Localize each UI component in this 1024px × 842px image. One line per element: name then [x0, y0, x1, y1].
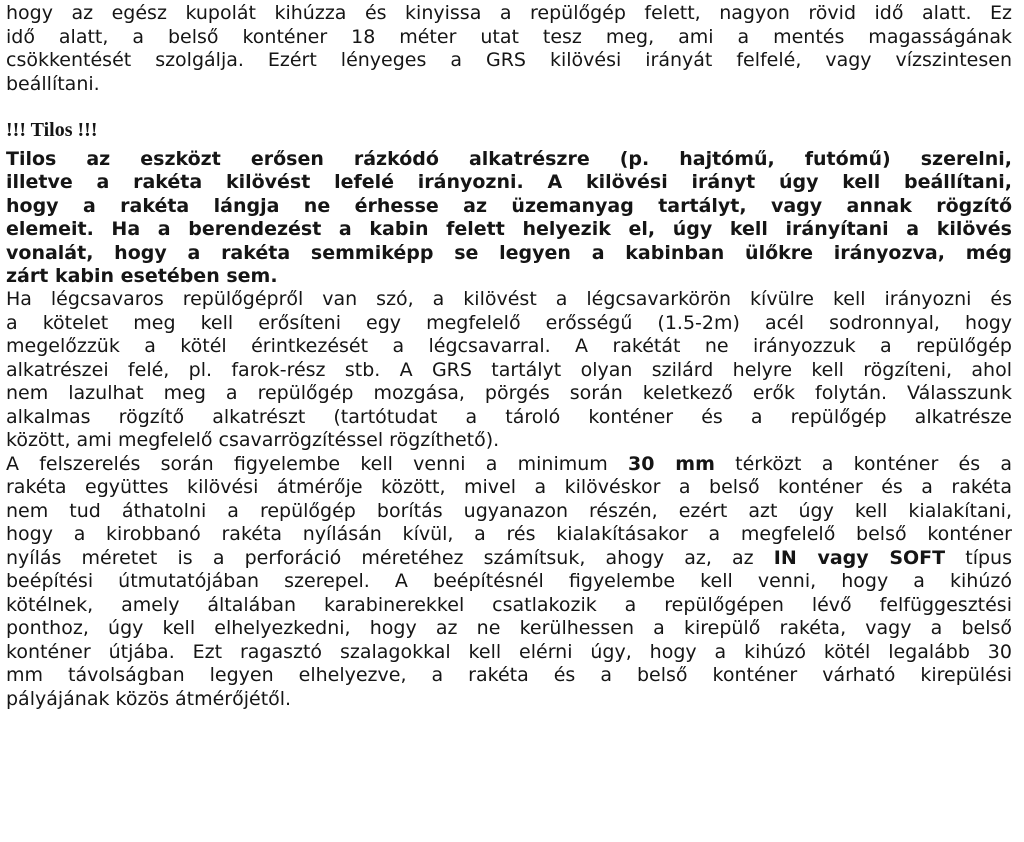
- text-line: alkalmas rögzítő alkatrészt (tartótudat a tároló konténer és a repülőgép alkatrésze: [6, 405, 1012, 428]
- text-line: között, ami megfelelő csavarrögzítéssel rögzíthető).: [6, 429, 500, 452]
- text-line: elemeit. Ha a berendezést a kabin felett helyezik el, úgy kell irányítani a kilövés: [6, 218, 1012, 241]
- text-line: ponthoz, úgy kell elhelyezkedni, hogy az ne kerülhessen a kirepülő rakéta, vagy a belső: [6, 617, 1012, 640]
- text-line: Tilos az eszközt erősen rázkódó alkatrészre (p. hajtómű, futómű) szerelni,: [6, 148, 1012, 170]
- bold-measurement: 30 mm: [628, 452, 715, 475]
- text-line: mm távolságban legyen elhelyezve, a rakéta és a belső konténer várható kirepülési: [6, 664, 1012, 687]
- text-line: idő alatt, a belső konténer 18 méter utat tesz meg, ami a mentés magasságának: [6, 25, 1012, 48]
- text-line: hogy a kirobbanó rakéta nyílásán kívül, a rés kialakításakor a megfelelő belső konténer: [6, 523, 1012, 546]
- bold-type-name: IN vagy SOFT: [773, 546, 946, 569]
- document-page: [6, 2, 1012, 711]
- text-line: kötélnek, amely általában karabinerekkel csatlakozik a repülőgépen lévő felfüggesztési: [6, 593, 1012, 616]
- warning-paragraph: [6, 148, 1012, 288]
- warning-title: !!! Tilos !!!: [6, 119, 98, 141]
- text-line: pályájának közös átmérőjétől.: [6, 687, 292, 710]
- text-line: rakéta együttes kilövési átmérője között, mivel a kilövéskor a belső konténer és a rakéta: [6, 476, 1012, 499]
- text-line: csökkentését szolgálja. Ezért lényeges a GRS kilövési irányát felfelé, vagy vízszintesen: [6, 49, 1012, 71]
- text-line: [6, 547, 1012, 571]
- text-line: nem lazulhat meg a repülőgép mozgása, pörgés során keletkező erők folytán. Válasszunk: [6, 382, 1012, 405]
- text-line: alkatrészei felé, pl. farok-rész stb. A GRS tartályt olyan szilárd helyre kell rögzíteni, ahol: [6, 358, 1012, 381]
- paragraph-intro: [6, 2, 1012, 96]
- text-line: [6, 453, 1012, 477]
- paragraph-propeller: [6, 288, 1012, 453]
- text-line: zárt kabin esetében sem.: [6, 264, 278, 287]
- text-run: típus: [945, 546, 1012, 569]
- text-line: a kötelet meg kell erősíteni egy megfelelő erősségű (1.5-2m) acél sodronnyal, hogy: [6, 311, 1012, 334]
- text-run: térközt a konténer és a: [714, 452, 1012, 475]
- text-line: megelőzzük a kötél érintkezését a légcsavarral. A rakétát ne irányozzuk a repülőgép: [6, 335, 1012, 358]
- text-line: beállítani.: [6, 72, 100, 95]
- text-line: illetve a rakéta kilövést lefelé irányozni. A kilövési irányt úgy kell beállítani,: [6, 171, 1012, 194]
- text-line: hogy az egész kupolát kihúzza és kinyissa a repülőgép felett, nagyon rövid idő alatt. Ez: [6, 2, 1012, 24]
- text-run: A felszerelés során figyelembe kell venni a minimum: [6, 452, 629, 475]
- text-line: nem tud áthatolni a repülőgép borítás ugyanazon részén, ezért azt úgy kell kialakítani,: [6, 499, 1012, 522]
- text-line: vonalát, hogy a rakéta semmiképp se legyen a kabinban ülőkre irányozva, még: [6, 241, 1012, 264]
- paragraph-installation: [6, 453, 1012, 712]
- text-line: Ha légcsavaros repülőgépről van szó, a kilövést a légcsavarkörön kívülre kell irányozni és: [6, 288, 1012, 311]
- text-line: konténer útjába. Ezt ragasztó szalagokkal kell elérni úgy, hogy a kihúzó kötél legalább 30: [6, 640, 1012, 663]
- text-run: nyílás méretet is a perforáció méretéhez számítsuk, ahogy az, az: [6, 546, 774, 569]
- text-line: hogy a rakéta lángja ne érhesse az üzemanyag tartályt, vagy annak rögzítő: [6, 194, 1012, 217]
- text-line: beépítési útmutatójában szerepel. A beépítésnél figyelembe kell venni, hogy a kihúzó: [6, 570, 1012, 593]
